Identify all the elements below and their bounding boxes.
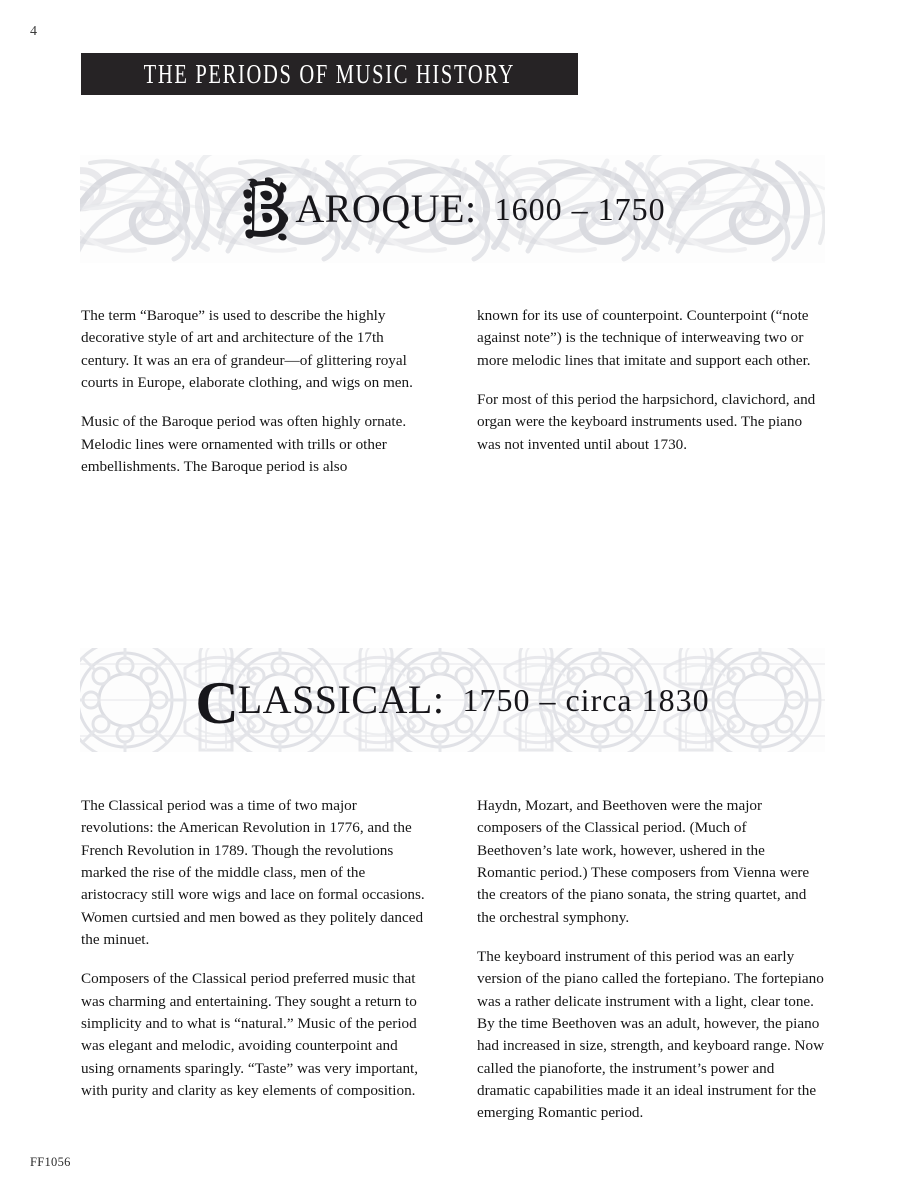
ornate-initial-b-icon (239, 176, 295, 242)
baroque-dates: 1600 – 1750 (494, 191, 666, 227)
page-number: 4 (30, 24, 38, 39)
paragraph: The Classical period was a time of two major revolutions: the American Revolution in 1776, and the French Revolution in 1789. Though the revolutions marked the rise of the middle class, men of the aristocracy still wore wigs and lace on formal occasions. Women curtsied and men bowed as they politely danced the minuet. (81, 797, 425, 949)
paragraph: Music of the Baroque period was often highly ornate. Melodic lines were ornamented with trills or other embellishments. The Baroque period is also (81, 413, 407, 476)
paragraph: The keyboard instrument of this period was an early version of the piano called the fortepiano. The fortepiano was a rather delicate instrument with a light, clear tone. By the time Beethoven was an adult, however, the piano had increased in size, strength, and keyboard range. Now called the pianoforte, the instrument’s power and dramatic capabilities made it an ideal instrument for the emerging Romantic period. (477, 948, 825, 1122)
baroque-column-right (477, 305, 825, 478)
baroque-banner-title (80, 155, 825, 263)
classical-name: LASSICAL: (237, 677, 445, 722)
baroque-section-banner (80, 155, 825, 263)
baroque-section-body (81, 305, 826, 478)
paragraph: For most of this period the harpsichord, clavichord, and organ were the keyboard instruments used. The piano was not invented until about 1730. (477, 391, 816, 453)
paragraph: known for its use of counterpoint. Counterpoint (“note against note”) is the technique of interweaving two or more melodic lines that imitate and support each other. (477, 307, 811, 369)
classical-column-right (477, 795, 825, 1125)
classical-section-body (81, 795, 826, 1125)
page-title: THE PERIODS OF MUSIC HISTORY (143, 58, 516, 89)
classical-banner-title (80, 648, 825, 752)
footer-product-code: FF1056 (30, 1155, 71, 1169)
baroque-column-left (81, 305, 429, 478)
classical-dates: 1750 – circa 1830 (462, 682, 710, 718)
page-title-bar (81, 53, 578, 95)
paragraph: The term “Baroque” is used to describe the highly decorative style of art and architecture of the 17th century. It was an era of grandeur—of glittering royal courts in Europe, elaborate clothing, and wigs on men. (81, 307, 413, 392)
paragraph: Haydn, Mozart, and Beethoven were the major composers of the Classical period. (Much of Beethoven’s late work, however, ushered in the Romantic period.) These composers from Vienna were the creators of the piano sonata, the string quartet, and the orchestral symphony. (477, 797, 810, 926)
classical-section-banner (80, 648, 825, 752)
baroque-name: AROQUE: (295, 186, 477, 231)
paragraph: Composers of the Classical period preferred music that was charming and entertaining. They sought a return to simplicity and to what is “natural.” Music of the period was elegant and melodic, avoiding counterpoint and using ornaments sparingly. “Taste” was very important, with purity and clarity as key elements of composition. (81, 970, 419, 1100)
classical-column-left (81, 795, 429, 1125)
classical-dropcap: C (195, 670, 238, 736)
baroque-dropcap (239, 176, 295, 242)
